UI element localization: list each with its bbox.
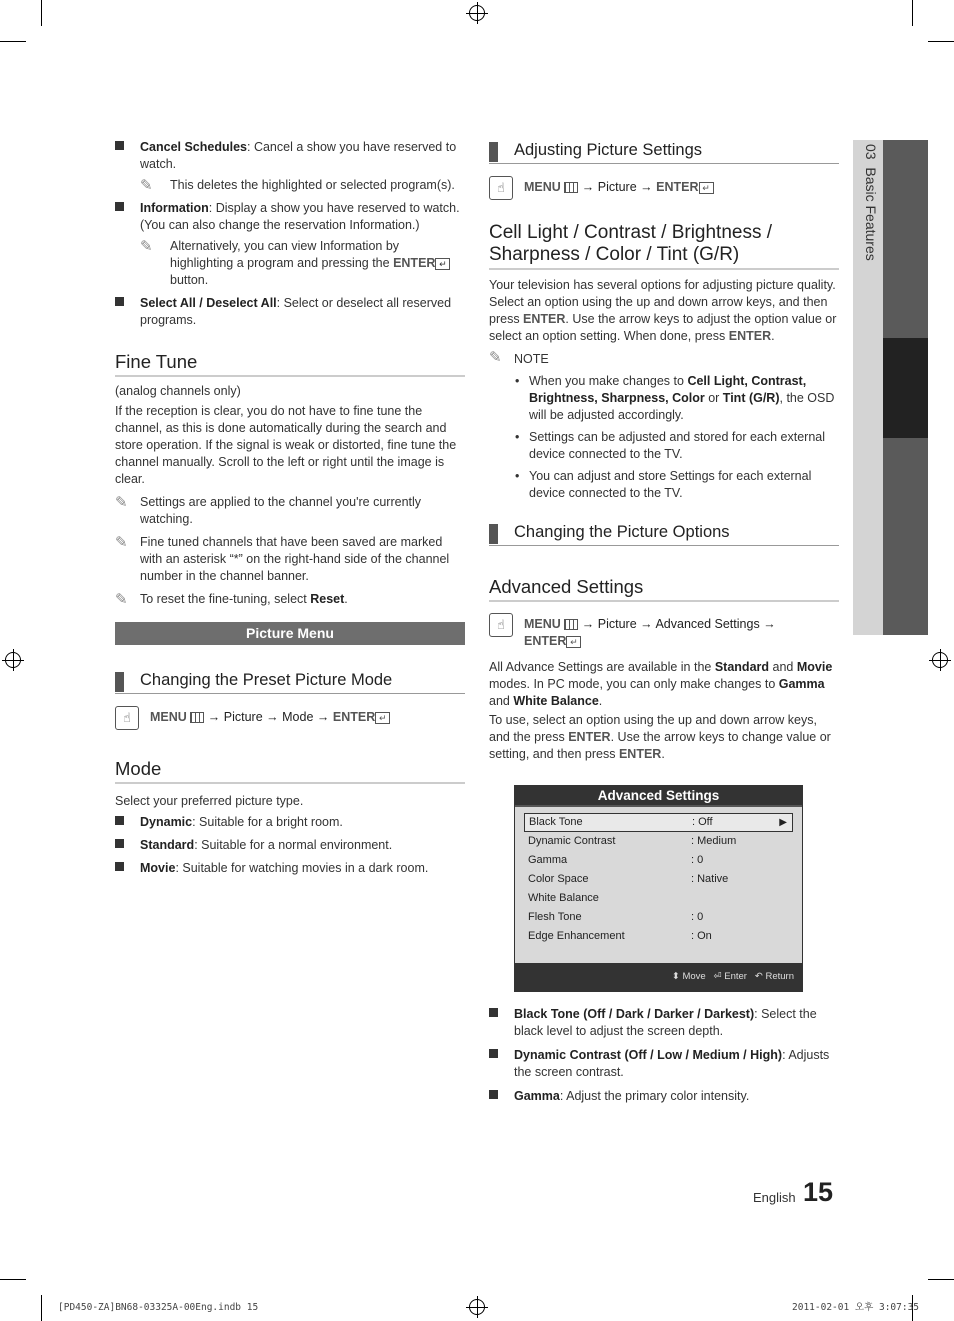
crop-mark [0,41,26,42]
text: modes. In PC mode, you can only make changes to [489,677,779,691]
enter-key: ENTER [332,710,376,724]
text: White Balance [513,694,599,708]
note-text: To reset the fine-tuning, select [140,592,311,606]
mode-list [115,814,465,877]
note-text: This deletes the highlighted or selected program(s). [170,178,455,192]
arrow: → [640,617,653,631]
right-column [489,140,839,763]
enter-key: ENTER [523,312,566,326]
section-title: Mode [115,758,465,784]
desc: : Select or deselect all reserved programs. [140,296,452,327]
remote-hand-icon: ☝ [115,706,139,730]
note-pencil-icon: ✎ [115,591,128,608]
enter-icon: ↵ [699,182,714,194]
menu-key: MENU [524,617,561,631]
slug-file: [PD450-ZA]BN68-03325A-00Eng.indb 15 [58,1302,259,1313]
osd-row-selected[interactable] [524,813,793,832]
path-advanced: Advanced Settings [655,617,760,631]
text: . Use the arrow keys to change value or setting, and then press [489,730,831,761]
osd-row[interactable] [524,851,793,870]
arrow: → [316,710,330,724]
osd-row[interactable] [524,832,793,851]
arrow-right-icon: ▶ [779,817,787,828]
note-text: Alternatively, you can view Information by highlighting a program and pressing the [170,239,400,270]
desc: : Select the black level to adjust the screen depth. [514,1007,817,1038]
osd-label: Black Tone [529,816,583,828]
enter-icon: ↵ [566,636,581,648]
text: Gamma [778,677,825,691]
note-bullet: • You can adjust and store Settings for each external device connected to the TV. [515,469,812,500]
note-text: Settings are applied to the channel you're currently watching. [140,495,422,526]
text: You can adjust and store Settings for each external device connected to the TV. [529,469,812,500]
advanced-p2 [489,712,839,763]
note-bullet: • Settings can be adjusted and stored for each external device connected to the TV. [515,430,826,461]
crop-mark [41,0,42,26]
desc: : Adjust the primary color intensity. [559,1089,750,1103]
osd-label: Dynamic Contrast [528,835,616,847]
desc: : Adjusts the screen contrast. [514,1048,830,1079]
title-line: Sharpness / Color / Tint (G/R) [489,244,740,265]
fine-tune-sub: (analog channels only) [115,384,241,398]
side-tab-number: 03 [863,144,879,160]
menu-path [489,179,839,196]
list-item [489,1047,839,1081]
section-title [489,222,839,270]
text: Settings can be adjusted and stored for each external device connected to the TV. [529,430,826,461]
osd-value: : Native [691,873,729,885]
text: . [598,694,603,708]
osd-value: : On [691,930,712,942]
text: To use, select an option using the up and down arrow keys, and the press [489,713,817,744]
note-pencil-icon: ✎ [140,177,153,194]
note-pencil-icon: ✎ [115,534,128,551]
osd-value: : 0 [691,911,704,923]
osd-footer-move: Move [682,971,706,982]
slug-date: 2011-02-01 오후 3:07:35 [792,1302,920,1313]
list-item [115,837,465,854]
crop-mark [41,1295,42,1321]
registration-mark [5,652,21,668]
reset-term: Reset [310,592,345,606]
note-label: NOTE [514,352,549,366]
subsection-title-text: Changing the Picture Options [514,523,730,541]
desc: : Suitable for watching movies in a dark room. [175,861,429,875]
side-tab-label: Basic Features [863,167,879,261]
return-icon: ↶ [754,971,763,982]
osd-footer [515,963,802,991]
menu-key: MENU [150,710,187,724]
osd-title: Advanced Settings [515,786,802,807]
menu-path [489,616,839,650]
updown-icon: ⬍ [671,971,680,982]
subsection-title-text: Adjusting Picture Settings [514,141,703,159]
arrow: → [266,710,279,724]
note-heading [489,351,839,368]
term: Cancel Schedules [140,140,247,154]
term: Standard [140,838,195,852]
subsection-title-text: Changing the Preset Picture Mode [140,671,393,689]
path-picture: Picture [223,710,263,724]
text: Your television has several options for adjusting picture quality. Select an option using the up and down arrow keys, and then press [489,278,836,326]
subsection-title [489,522,839,546]
note-bullets [489,373,839,502]
subsection-title [489,140,839,164]
picture-menu-bar: Picture Menu [115,622,465,645]
advanced-p1 [489,659,839,710]
osd-value: : Off [692,816,713,828]
enter-icon: ⏎ [713,971,722,982]
osd-value: : Medium [691,835,737,847]
osd-label: Flesh Tone [528,911,582,923]
note-pencil-icon: ✎ [140,238,153,255]
subsection-title [115,670,465,694]
enter-key: ENTER [393,256,436,270]
registration-mark [469,1299,485,1315]
note-text: Fine tuned channels that have been saved are marked with an asterisk “*” on the right-hand side of the channel number in the channel banner. [140,535,450,583]
arrow: → [763,617,776,631]
enter-icon: ↵ [375,712,390,724]
arrow: → [581,617,595,631]
registration-mark [469,5,485,21]
footer-language: English [753,1190,796,1205]
title-line: Cell Light / Contrast / Brightness / [489,222,773,243]
enter-key: ENTER [524,634,567,648]
osd-row[interactable] [524,908,793,927]
desc: : Display a show you have reserved to watch. (You can also change the reservation Information.) [140,201,460,232]
osd-label: Edge Enhancement [528,930,625,942]
desc: : Cancel a show you have reserved to watch. [140,140,457,171]
osd-row[interactable] [524,889,793,908]
term: Dynamic [140,815,193,829]
text: and [489,694,514,708]
left-column [115,139,465,883]
text: Movie [796,660,833,674]
text: ENTER [618,747,662,761]
note-pencil-icon: ✎ [489,349,502,366]
desc: : Suitable for a normal environment. [194,838,393,852]
list-item [489,1088,839,1105]
section-title: Fine Tune [115,351,465,377]
text: . [661,747,665,761]
cell-body [489,277,839,345]
note-text: button. [170,273,209,287]
text: Standard [714,660,770,674]
osd-footer-enter: Enter [724,971,747,982]
registration-mark [932,652,948,668]
enter-key: ENTER [656,180,699,194]
arrow: → [640,180,653,194]
term: Movie [140,861,176,875]
note-pencil-icon: ✎ [115,494,128,511]
list-item [115,200,465,289]
text: When you make changes to [529,374,688,388]
arrow: → [207,710,221,724]
term: Gamma [514,1089,560,1103]
advanced-options-list [489,1006,839,1111]
desc: : Suitable for a bright room. [192,815,343,829]
crop-mark [0,1279,26,1280]
osd-footer-return: Return [765,971,794,982]
term: Dynamic Contrast (Off / Low / Medium / High) [514,1048,783,1062]
crop-mark [928,1279,954,1280]
crop-mark [928,41,954,42]
list-item [115,139,465,194]
term: Black Tone (Off / Dark / Darker / Darkest) [514,1007,755,1021]
term: Select All / Deselect All [140,296,277,310]
menu-key: MENU [524,180,561,194]
osd-row[interactable] [524,870,793,889]
text: Tint (G/R) [722,391,780,405]
mode-intro: Select your preferred picture type. [115,794,304,808]
text: . [771,329,775,343]
crop-mark [912,0,913,26]
list-item [489,1006,839,1040]
menu-icon [190,712,204,723]
menu-icon [564,619,578,630]
text: All Advance Settings are available in the [489,660,715,674]
list-item [115,295,465,329]
path-picture: Picture [597,180,637,194]
text: ENTER [568,730,611,744]
osd-label: White Balance [528,892,599,904]
enter-icon: ↵ [435,258,450,270]
text: , the OSD will be adjusted accordingly. [529,391,835,422]
text: and [769,660,797,674]
osd-value: : 0 [691,854,704,866]
osd-panel [514,785,803,992]
fine-tune-body: If the reception is clear, you do not have to fine tune the channel, as this is done automatically during the search and store operation. If the signal is weak or distorted, fine tune the channel manually. Scroll to the left or right until the image is clear. [115,404,457,486]
osd-label: Color Space [528,873,589,885]
page-number: 15 [803,1177,834,1207]
side-tab-active [883,338,928,438]
remote-hand-icon: ☝ [489,176,513,200]
list-item [115,860,465,877]
path-picture: Picture [597,617,637,631]
menu-path [115,709,465,726]
menu-icon [564,182,578,193]
path-mode: Mode [282,710,314,724]
enter-key: ENTER [728,329,772,343]
remote-hand-icon: ☝ [489,613,513,637]
punct: . [344,592,348,606]
osd-list [524,813,793,946]
arrow: → [581,180,595,194]
note-bullet: • When you make changes to Cell Light, Contrast, Brightness, Sharpness, Color or Tint (G/R), the OSD will be adjusted accordingly. [515,374,835,422]
text: Cell Light, Contrast, Brightness, Sharpness, Color [529,374,807,405]
term: Information [140,201,209,215]
text: . Use the arrow keys to adjust the option value or select an option setting. When done, press [489,312,837,343]
osd-row[interactable] [524,927,793,946]
osd-label: Gamma [528,854,568,866]
side-tab [853,140,883,635]
list-item [115,814,465,831]
section-title: Advanced Settings [489,576,839,602]
text: or [704,391,723,405]
